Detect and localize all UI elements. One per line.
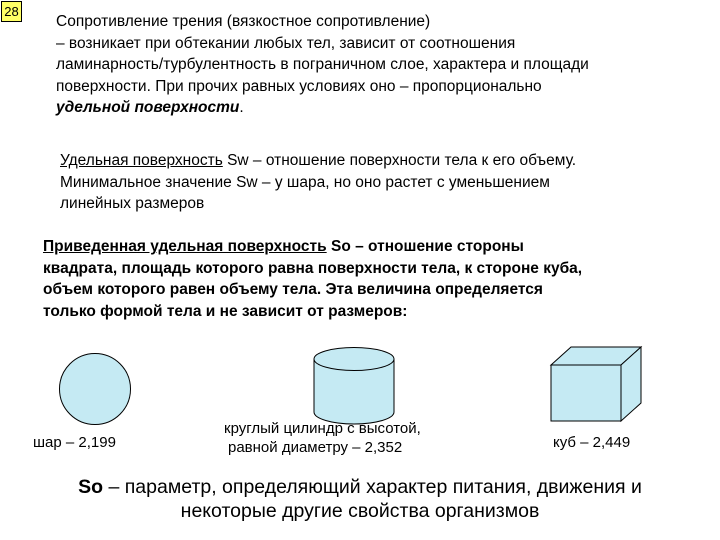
footer-line1	[0, 475, 720, 499]
cylinder-caption	[224, 419, 421, 457]
specific-surface-emphasis: удельной поверхности	[56, 99, 240, 117]
footer-conclusion	[0, 475, 720, 523]
term-reduced-specific-surface: Приведенная удельная поверхность	[43, 238, 327, 255]
para2-line2: Минимальное значение Sw – у шара, но оно растет с уменьшением	[60, 173, 550, 191]
paragraph-reduced-specific-surface	[43, 236, 703, 322]
para1-line2: – возникает при обтекании любых тел, зависит от соотношения	[56, 34, 516, 52]
para3-line1	[43, 236, 703, 258]
cylinder-caption-line1: круглый цилиндр с высотой,	[224, 420, 421, 437]
term-specific-surface: Удельная поверхность	[60, 152, 223, 169]
para3-line1-tail: So – отношение стороны	[326, 238, 524, 255]
footer-so-term: So	[78, 476, 104, 498]
para1-line3: ламинарность/турбулентность в пограничном слое, характера и площади	[56, 56, 589, 74]
para1-line4: поверхности. При прочих равных условиях оно – пропорционально	[56, 77, 542, 95]
footer-line1-tail: – параметр, определяющий характер питания, движения и	[103, 476, 642, 498]
para1-line5-tail: .	[239, 99, 244, 117]
para3-line2: квадрата, площадь которого равна поверхности тела, к стороне куба,	[43, 259, 583, 277]
cylinder-caption-line2: равной диаметру – 2,352	[228, 439, 403, 456]
sphere-figure	[58, 352, 132, 426]
para2-line3: линейных размеров	[60, 195, 205, 213]
para1-line1: Сопротивление трения (вязкостное сопротивление)	[56, 13, 431, 30]
para2-line1	[60, 150, 700, 172]
sphere-caption: шар – 2,199	[33, 434, 116, 451]
para1-line5	[56, 97, 706, 119]
cylinder-figure	[312, 346, 396, 426]
cube-caption: куб – 2,449	[553, 434, 631, 451]
paragraph-specific-surface	[60, 150, 700, 215]
para3-line3: объем которого равен объему тела. Эта величина определяется	[43, 281, 543, 299]
para3-line4: только формой тела и не зависит от размеров:	[43, 302, 408, 320]
para2-line1-tail: Sw – отношение поверхности тела к его объему.	[222, 152, 577, 169]
slide-number: 28	[1, 1, 22, 22]
paragraph-friction	[56, 11, 706, 119]
footer-line2: некоторые другие свойства организмов	[180, 500, 540, 522]
cube-figure	[549, 345, 643, 423]
